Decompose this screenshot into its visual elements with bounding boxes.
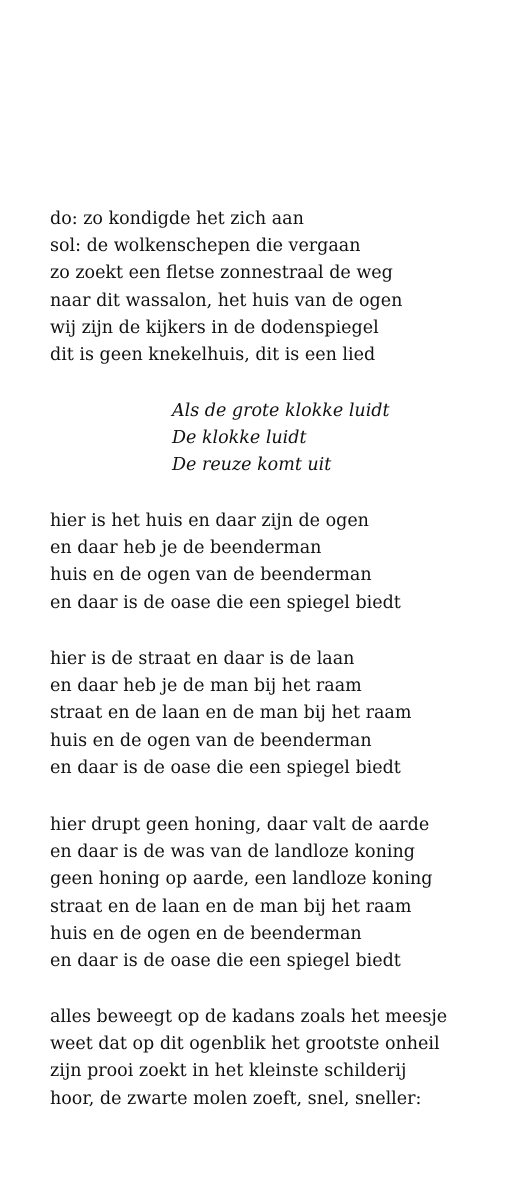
poem-line: straat en de laan en de man bij het raam (50, 703, 412, 724)
poem-line: zo zoekt een fletse zonnestraal de weg (50, 263, 393, 284)
poem-line: en daar heb je de beenderman (50, 538, 322, 559)
poem-line: weet dat op dit ogenblik het grootste onheil (50, 1034, 440, 1055)
poem-line: huis en de ogen en de beenderman (50, 923, 362, 944)
poem-line: en daar is de oase die een spiegel biedt (50, 592, 401, 613)
stanza-5 (50, 812, 432, 975)
poem-line: huis en de ogen van de beenderman (50, 565, 372, 586)
poem-line: zijn prooi zoekt in het kleinste schilderij (50, 1061, 407, 1082)
poem-line: wij zijn de kijkers in de dodenspiegel (50, 317, 379, 338)
stanza-4 (50, 646, 411, 782)
poem-line: hier drupt geen honing, daar valt de aarde (50, 815, 430, 835)
poem-line: dit is geen knekelhuis, dit is een lied (50, 344, 376, 365)
refrain-line: De klokke luidt (172, 428, 307, 449)
refrain-line: Als de grote klokke luidt (172, 401, 390, 421)
stanza-3 (50, 508, 401, 617)
stanza-6 (50, 1004, 447, 1113)
poem-line: en daar heb je de man bij het raam (50, 676, 362, 697)
poem-line: en daar is de was van de landloze koning (50, 842, 415, 863)
poem-line: hier is de straat en daar is de laan (50, 649, 355, 669)
poem-line: do: zo kondigde het zich aan (50, 209, 304, 229)
poem-line: hier is het huis en daar zijn de ogen (50, 511, 369, 531)
poem-line: hoor, de zwarte molen zoeft, snel, sneller: (50, 1088, 422, 1109)
poem-line: en daar is de oase die een spiegel biedt (50, 950, 401, 971)
poem-line: straat en de laan en de man bij het raam (50, 896, 412, 917)
refrain-stanza (172, 398, 390, 480)
poem-line: naar dit wassalon, het huis van de ogen (50, 290, 403, 311)
poem-line: geen honing op aarde, een landloze koning (50, 869, 433, 890)
poem-line: alles beweegt op de kadans zoals het meesje (50, 1007, 448, 1027)
refrain-line: De reuze komt uit (172, 455, 332, 476)
stanza-1 (50, 206, 402, 369)
poem-line: sol: de wolkenschepen die vergaan (50, 236, 361, 257)
poem-line: huis en de ogen van de beenderman (50, 730, 372, 751)
poem-line: en daar is de oase die een spiegel biedt (50, 757, 401, 778)
